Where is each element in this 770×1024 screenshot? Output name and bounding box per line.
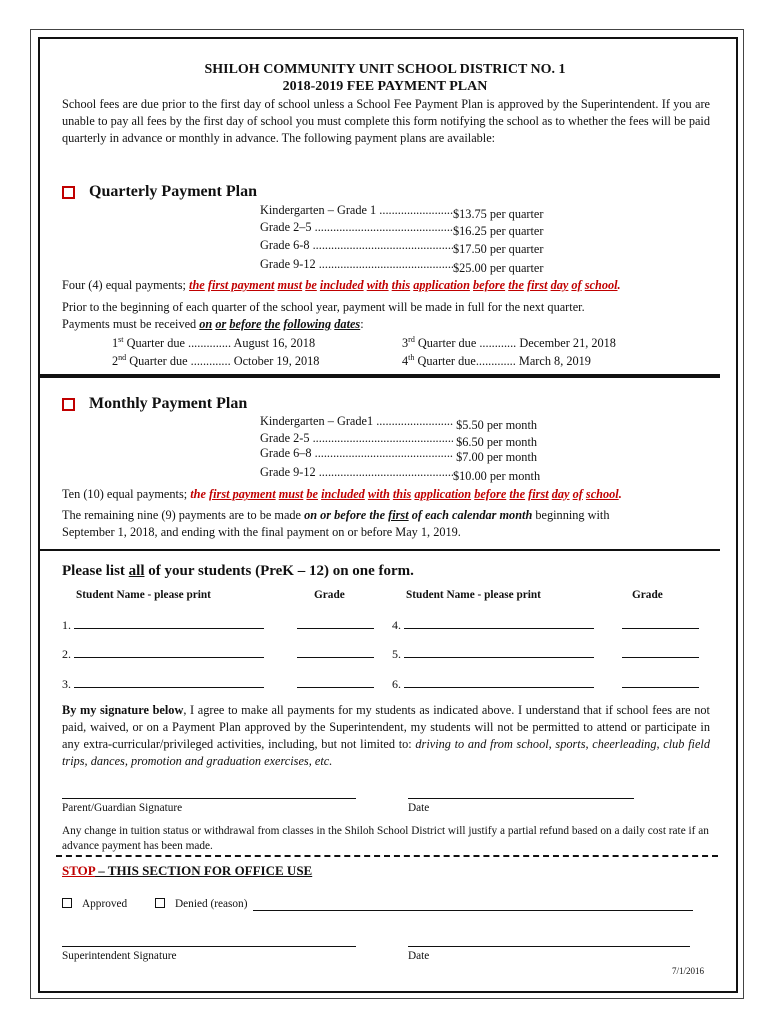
monthly-rate-row: Grade 2-5 ..... $6.50 per month [260, 431, 537, 450]
grade-field[interactable] [622, 676, 699, 688]
monthly-equal-payments: Ten (10) equal payments; the first payment must be included with this application before the first day of school. [62, 487, 622, 501]
quarter-due-4: 4th Quarter due............. March 8, 2019 [402, 353, 591, 369]
student-grade-6 [622, 676, 699, 692]
district-title: SHILOH COMMUNITY UNIT SCHOOL DISTRICT NO. 1 [204, 62, 566, 77]
monthly-heading-label: Monthly Payment Plan [89, 395, 248, 412]
student-grade-2 [297, 646, 374, 662]
parent-date-label: Date [408, 802, 430, 814]
student-grade-1 [297, 617, 374, 633]
superintendent-date-label: Date [408, 950, 430, 962]
student-row-6: 6. [392, 676, 594, 692]
grade-column-left: Grade [314, 589, 345, 601]
intro-paragraph: School fees are due prior to the first day of school unless a School Fee Payment Plan is approved by the Superintendent. If you are unable to pay all fees by the first day of school you must complete this form notifying the school as to whether the fees will be paid quarterly in advance or monthly in advance. The following payment plans are available: [62, 97, 710, 145]
parent-date-line[interactable] [408, 798, 634, 799]
office-use-heading: STOP – THIS SECTION FOR OFFICE USE [62, 863, 313, 878]
monthly-checkbox[interactable] [62, 398, 75, 411]
refund-note: Any change in tuition status or withdrawal from classes in the Shiloh School District will justify a partial refund based on a daily cost rate if an advance payment has been made. [62, 825, 709, 852]
superintendent-signature-label: Superintendent Signature [62, 950, 177, 962]
superintendent-date-line[interactable] [408, 946, 690, 947]
student-row-3: 3. [62, 676, 264, 692]
monthly-rate-row: Kindergarten – Grade1 ..... $5.50 per month [260, 414, 537, 433]
grade-field[interactable] [297, 676, 374, 688]
quarterly-equal-payments: Four (4) equal payments; the first payment must be included with this application before the first day of school. [62, 278, 621, 292]
revision-date: 7/1/2016 [672, 966, 705, 976]
section-divider [40, 374, 720, 378]
quarterly-rate-row: Grade 2–5 ..... $16.25 per quarter [260, 220, 544, 239]
grade-column-right: Grade [632, 589, 663, 601]
approved-option: Approved [62, 898, 127, 910]
student-row-1: 1. [62, 617, 264, 633]
form-title: 2018-2019 FEE PAYMENT PLAN [282, 79, 488, 94]
quarterly-rate-row: Grade 6-8 ..... $17.50 per quarter [260, 238, 544, 257]
monthly-remaining-line2: September 1, 2018, and ending with the final payment on or before May 1, 2019. [62, 525, 461, 539]
approved-checkbox[interactable] [62, 898, 72, 908]
grade-field[interactable] [297, 617, 374, 629]
student-name-field[interactable] [404, 646, 594, 658]
monthly-rate-row: Grade 9-12 ..... $10.00 per month [260, 465, 540, 484]
grade-field[interactable] [622, 646, 699, 658]
grade-field[interactable] [622, 617, 699, 629]
quarterly-rate-row: Grade 9-12 ..... $25.00 per quarter [260, 257, 544, 276]
student-grade-3 [297, 676, 374, 692]
quarterly-received-text: Payments must be received on or before the following dates: [62, 317, 364, 331]
parent-signature-line[interactable] [62, 798, 356, 799]
cut-line [56, 855, 718, 857]
monthly-plan-heading [62, 395, 247, 413]
quarterly-heading-label: Quarterly Payment Plan [89, 183, 257, 200]
quarterly-prior-text: Prior to the beginning of each quarter of the school year, payment will be made in full for the next quarter. [62, 300, 585, 314]
denied-option: Denied (reason) [155, 898, 247, 910]
student-name-field[interactable] [404, 617, 594, 629]
section-divider [40, 549, 720, 551]
student-name-field[interactable] [74, 617, 264, 629]
student-row-2: 2. [62, 646, 264, 662]
student-name-field[interactable] [74, 646, 264, 658]
students-heading: Please list all of your students (PreK – 12) on one form. [62, 563, 414, 579]
student-name-column-right: Student Name - please print [406, 589, 541, 601]
quarter-due-1: 1st Quarter due .............. August 16, 2018 [112, 335, 316, 351]
quarterly-checkbox[interactable] [62, 186, 75, 199]
student-name-column-left: Student Name - please print [76, 589, 211, 601]
superintendent-signature-line[interactable] [62, 946, 356, 947]
parent-signature-label: Parent/Guardian Signature [62, 802, 183, 814]
denied-reason-line[interactable] [253, 910, 693, 911]
denied-checkbox[interactable] [155, 898, 165, 908]
quarter-due-3: 3rd Quarter due ............ December 21, 2018 [402, 335, 616, 351]
student-row-4: 4. [392, 617, 594, 633]
agreement-paragraph: By my signature below, I agree to make all payments for my students as indicated above. I understand that if school fees are not paid, waived, or on a Payment Plan approved by the Superintendent, my students will not be permitted to attend or participate in any extra-curricular/privileged activities, including, but not limited to: driving to and from school, sports, cheerleading, club field trips, dances, promotion and graduation exercises, etc. [62, 703, 710, 768]
quarter-due-2: 2nd Quarter due ............. October 19, 2018 [112, 353, 320, 369]
monthly-rate-row: Grade 6–8 ..... $7.00 per month [260, 446, 537, 465]
student-row-5: 5. [392, 646, 594, 662]
quarterly-rate-row: Kindergarten – Grade 1 ..... $13.75 per quarter [260, 203, 544, 222]
student-name-field[interactable] [74, 676, 264, 688]
student-grade-5 [622, 646, 699, 662]
student-name-field[interactable] [404, 676, 594, 688]
quarterly-plan-heading [62, 183, 257, 201]
student-grade-4 [622, 617, 699, 633]
monthly-remaining-text: The remaining nine (9) payments are to be made on or before the first of each calendar month beginning with [62, 508, 610, 522]
grade-field[interactable] [297, 646, 374, 658]
